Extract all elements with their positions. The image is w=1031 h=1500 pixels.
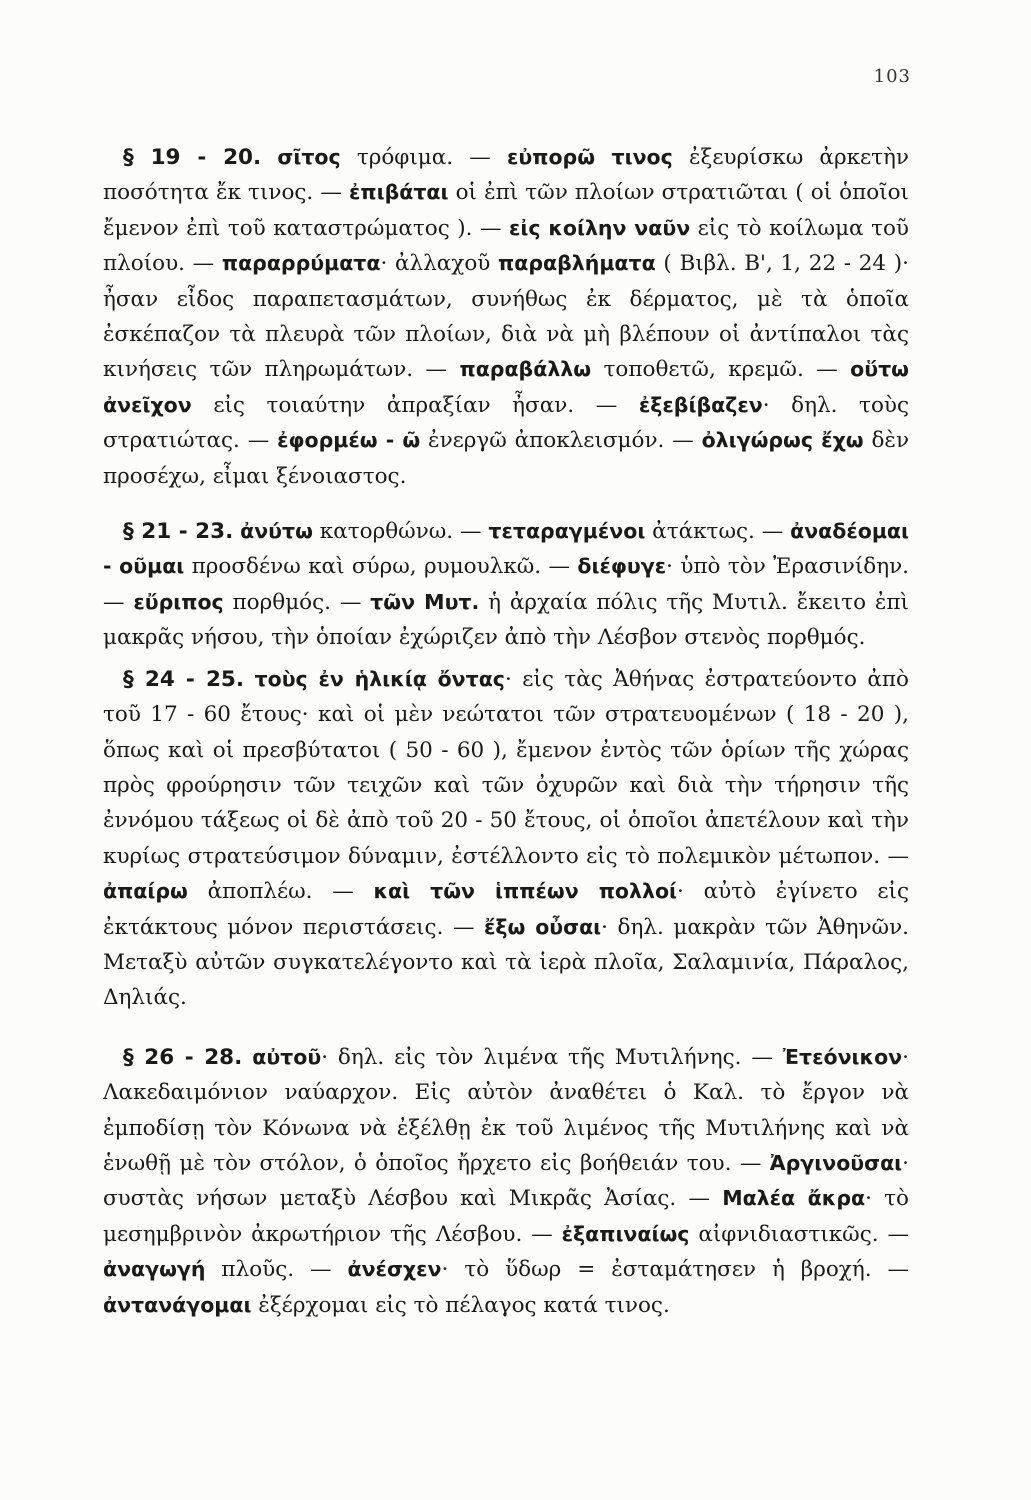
lemma: ὀλιγώρως ἔχω [701, 428, 864, 453]
entry-body [103, 667, 909, 1011]
section-marker: § 19 - 20. [123, 145, 262, 170]
lemma: παραβάλλω [459, 357, 592, 382]
gloss: τρόφιμα. — [340, 145, 507, 170]
gloss: πορθμός. — [223, 589, 371, 615]
gloss: · δηλ. τοὺς στρατιώτας. — [103, 392, 909, 454]
entry-section-24-25 [103, 662, 909, 1016]
page-number: 103 [873, 66, 911, 87]
entry-section-26-28 [103, 1040, 909, 1323]
lemma: ἐξεβίβαζεν [638, 392, 763, 417]
lemma: Ἀργινοῦσαι [769, 1150, 903, 1175]
lemma: ἀντανάγομαι [103, 1292, 252, 1317]
gloss: ἡ ἀρχαία πόλις τῆς Μυτιλ. ἔκειτο ἐπὶ μακρᾶς νήσου, τὴν ὁποίαν ἐχώριζεν ἀπὸ τὴν Λέσβον στενὸς πορθμός. [103, 589, 909, 651]
gloss: πλοῦς. — [205, 1257, 348, 1283]
gloss: κατορθώνω. — [312, 519, 489, 545]
lemma: αὐτοῦ [252, 1044, 322, 1069]
lemma: καὶ τῶν ἱππέων πολλοί [373, 879, 678, 904]
lemma: σῖτος [277, 145, 341, 169]
gloss: · δηλ. μακρὰν τῶν Ἀθηνῶν. Μεταξὺ αὐτῶν συγκατελέγοντο καὶ τὰ ἱερὰ πλοῖα, Σαλαμινία, Πάραλος, Δηλιάς. [103, 914, 909, 1011]
section-marker: § 24 - 25. [123, 666, 245, 692]
lemma: ἀπαίρω [103, 879, 188, 904]
gloss: εἰς τοιαύτην ἀπραξίαν ἦσαν. — [191, 392, 639, 418]
gloss: προσδένω καὶ σύρω, ρυμουλκῶ. — [184, 554, 578, 580]
lemma: τῶν Μυτ. [370, 589, 480, 614]
lemma: εὐπορῶ τινος [506, 145, 673, 169]
gloss: · τὸ ὕδωρ = ἐσταμάτησεν ἡ βροχή. — [441, 1257, 909, 1283]
lemma: Ἐτεόνικον [782, 1044, 903, 1069]
gloss: οἱ ἐπὶ τῶν πλοίων στρατιῶται ( οἱ ὁποῖοι ἔμενον ἐπὶ τοῦ καταστρώματος ). — [103, 180, 909, 241]
lemma: τεταραγμένοι [488, 519, 646, 544]
gloss: · ἀλλαχοῦ [380, 251, 499, 277]
lemma: παραρρύματα [221, 251, 381, 276]
gloss: · αὐτὸ ἐγίνετο εἰς ἐκτάκτους μόνον περιστάσεις. — [103, 879, 909, 940]
lemma: διέφυγε [577, 554, 667, 579]
gloss: · Λακεδαιμόνιον ναύαρχον. Εἰς αὐτὸν ἀναθέτει ὁ Καλ. τὸ ἔργον νὰ ἐμποδίσῃ τὸν Κόνωνα νὰ ἐξέλθῃ ἐκ τοῦ λιμένος τῆς Μυτιλήνης καὶ νὰ ἑνωθῇ μὲ τὸν στόλον, ὁ ὁποῖος ἤρχετο εἰς βοήθειάν του. — [103, 1044, 909, 1176]
gloss: τοποθετῶ, κρεμῶ. — [591, 357, 851, 383]
entry-body [103, 145, 909, 489]
gloss: ἐξέρχομαι εἰς τὸ πέλαγος κατά τινος. [251, 1292, 670, 1318]
lemma: ἀναδέομαι - οῦμαι [103, 519, 909, 579]
gloss: ( Βιβλ. Β', 1, 22 - 24 )· ἦσαν εἶδος παραπετασμάτων, συνήθως ἐκ δέρματος, μὲ τὰ ὁποῖα ἐσκέπαζον τὰ πλευρὰ τῶν πλοίων, διὰ νὰ μὴ βλέπουν οἱ ἀντίπαλοι τὰς κινήσεις τῶν πληρωμάτων. — [103, 251, 909, 383]
gloss: ἀτάκτως. — [645, 519, 791, 545]
gloss: · ὑπὸ τὸν Ἐρασινίδην. — [103, 554, 909, 615]
lemma: ἔξω οὖσαι [484, 914, 602, 939]
lemma: ἀναγωγή [103, 1257, 206, 1282]
gloss: ἀποπλέω. — [187, 879, 374, 905]
gloss: · τὸ μεσημβρινὸν ἀκρωτήριον τῆς Λέσβου. — [103, 1186, 909, 1247]
gloss: εἰς τὸ κοίλωμα τοῦ πλοίου. — [103, 215, 909, 277]
section-marker: § 26 - 28. [123, 1044, 243, 1070]
section-marker: § 21 - 23. [123, 519, 234, 545]
gloss: ἐξευρίσκω ἀρκετὴν ποσότητα ἔκ τινος. — [103, 145, 910, 206]
gloss: αἰφνιδιαστικῶς. — [689, 1221, 909, 1247]
lemma: οὕτω ἀνεῖχον [103, 357, 909, 417]
lemma: ἐπιβάται [348, 180, 449, 205]
gloss: ἐνεργῶ ἀποκλεισμόν. — [420, 428, 702, 454]
lemma: παραβλήματα [498, 251, 656, 276]
lemma: εἰς κοίλην ναῦν [508, 215, 691, 240]
lemma: ἀνύτω [240, 519, 313, 544]
gloss: · συστὰς νήσων μεταξὺ Λέσβου καὶ Μικρᾶς Ἀσίας. — [103, 1150, 909, 1212]
lemma: ἀνέσχεν [347, 1257, 442, 1282]
lemma: ἐφορμέω - ῶ [277, 428, 421, 453]
lemma: ἐξαπιναίως [561, 1221, 690, 1246]
entry-section-19-20 [103, 140, 909, 494]
gloss: · δηλ. εἰς τὸν λιμένα τῆς Μυτιλήνης. — [321, 1044, 783, 1070]
gloss: δὲν προσέχω, εἶμαι ξένοιαστος. [103, 428, 910, 489]
gloss: · εἰς τὰς Ἀθήνας ἐστρατεύοντο ἀπὸ τοῦ 17 - 60 ἔτους· καὶ οἱ μὲν νεώτατοι τῶν στρατευομένων ( 18 - 20 ), ὅπως καὶ οἱ πρεσβύτατοι ( 50 - 60 ), ἔμενον ἐντὸς τῶν ὁρίων τῆς χώρας πρὸς φρούρησιν τῶν τειχῶν καὶ τῶν ὀχυρῶν καὶ διὰ τὴν τήρησιν τῆς ἐννόμου τάξεως οἱ δὲ ἀπὸ τοῦ 20 - 50 ἔτους, οἱ ὁποῖοι ἀπετέλουν καὶ τὴν κυρίως στρατεύσιμον δύναμιν, ἐστέλλοντο εἰς τὸ πολεμικὸν μέτωπον. — [103, 666, 909, 869]
commentary-text [103, 140, 909, 1323]
lemma: εὔριπος [133, 589, 224, 614]
lemma: Μαλέα ἄκρα [722, 1186, 866, 1211]
entry-section-21-23 [103, 514, 909, 656]
lemma: τοὺς ἐν ἡλικίᾳ ὄντας [254, 666, 505, 691]
entry-body [103, 1045, 909, 1318]
